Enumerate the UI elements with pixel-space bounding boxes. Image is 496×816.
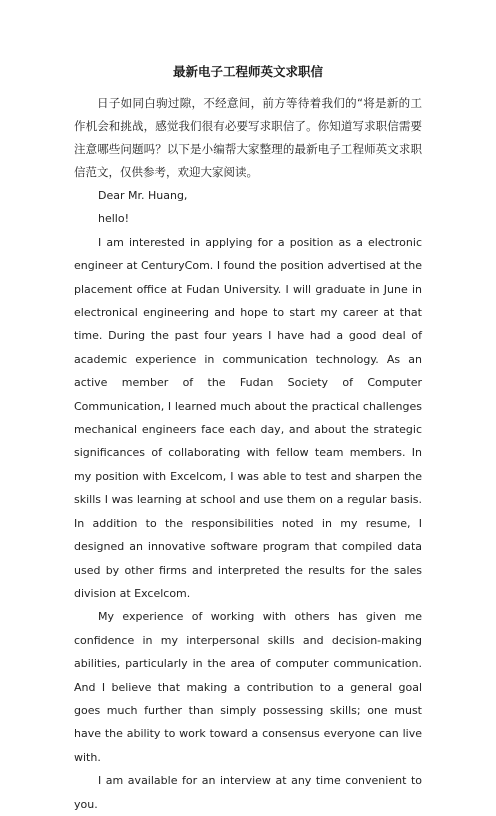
salutation: Dear Mr. Huang, <box>98 189 188 202</box>
body-paragraph-3: I am available for an interview at any time convenient to you. <box>74 774 422 811</box>
document-title: 最新电子工程师英文求职信 <box>172 64 323 79</box>
body-paragraph-1: I am interested in applying for a position as a electronic engineer at CenturyCom. I found the position advertised at the placement office at Fudan University. I will graduate in June in electronical engineering and hope to start my career at that time. During the past four years I have had a good deal of academic experience in communication technology. As an active member of the Fudan Society of Computer Communication, I learned much about the practical challenges mechanical engineers face each day, and about the strategic significances of collaborating with fellow team members. In my position with Excelcom, I was able to test and sharpen the skills I was learning at school and use them on a regular basis. In addition to the responsibilities noted in my resume, I designed an innovative software program that compiled data used by other firms and interpreted the results for the sales division at Excelcom. <box>74 235 422 600</box>
body-paragraph-2: My experience of working with others has given me confidence in my interpersonal skills and decision-making abilities, particularly in the area of computer communication. And I believe that making a contribution to a general goal goes much further than simply possessing skills; one must have the ability to work toward a consensus everyone can live with. <box>74 610 422 764</box>
intro-paragraph: 日子如同白驹过隙，不经意间，前方等待着我们的“将是新的工作机会和挑战，感觉我们很有必要写求职信了。你知道写求职信需要注意哪些问题吗？以下是小编帮大家整理的最新电子工程师英文求职信范文，仅供参考，欢迎大家阅读。 <box>74 96 422 179</box>
greeting: hello! <box>98 212 129 226</box>
